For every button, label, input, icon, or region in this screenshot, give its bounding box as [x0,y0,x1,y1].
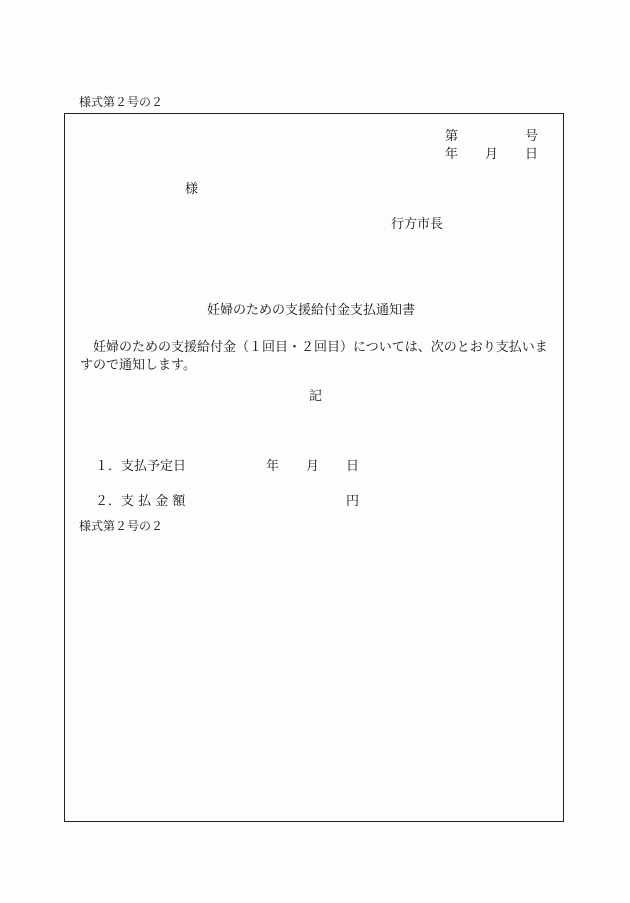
payment-date-month: 月 [306,459,320,474]
ki-heading: 記 [309,389,323,404]
issuer: 行方市長 [391,217,444,232]
form-number-bottom: 様式第２号の２ [79,519,164,533]
document-title: 妊婦のための支援給付金支払通知書 [207,303,416,318]
doc-number-prefix: 第 [445,129,459,144]
date-day-label: 日 [525,147,539,162]
payment-amount-unit: 円 [346,494,360,509]
notice-body: 妊婦のための支援給付金（１回目・２回目）については、次のとおり支払いますので通知します。 [80,340,548,373]
date-month-label: 月 [485,147,499,162]
doc-number-suffix: 号 [525,129,539,144]
form-number-top: 様式第２号の２ [79,95,164,109]
addressee-honorific: 様 [185,182,199,197]
payment-date-day: 日 [346,459,360,474]
date-year-label: 年 [445,147,459,162]
payment-date-year: 年 [266,459,280,474]
payment-date-label: １．支払予定日 [95,459,187,474]
payment-amount-label: ２．支 払 金 額 [95,494,186,509]
